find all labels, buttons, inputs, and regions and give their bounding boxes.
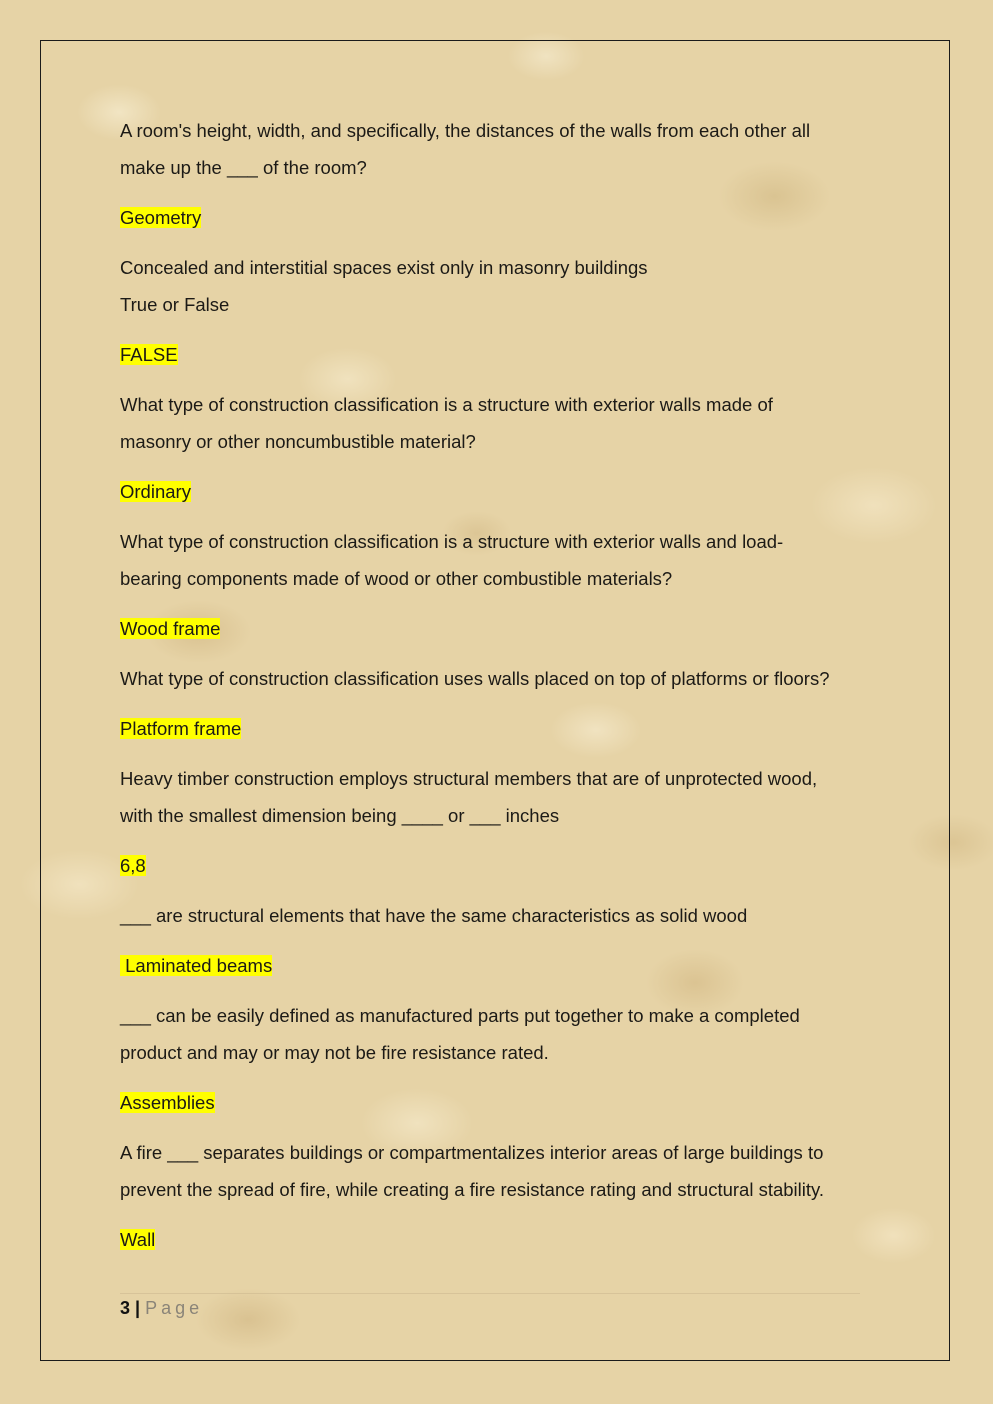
question-line: True or False — [120, 294, 230, 315]
page-number: 3 — [120, 1298, 131, 1318]
answer-highlight — [120, 1084, 880, 1121]
question-text — [120, 897, 880, 934]
answer-highlight — [120, 710, 880, 747]
question-line: make up the ___ of the room? — [120, 157, 367, 178]
answer-text: Wall — [120, 1229, 156, 1250]
answer-text: Platform frame — [120, 718, 242, 739]
answer-highlight — [120, 1221, 880, 1258]
question-text — [120, 249, 880, 323]
qa-item — [120, 249, 880, 373]
question-line: prevent the spread of fire, while creating a fire resistance rating and structural stability. — [120, 1179, 825, 1200]
answer-highlight — [120, 947, 880, 984]
question-text — [120, 997, 880, 1071]
qa-item — [120, 997, 880, 1121]
page-separator: | — [135, 1298, 141, 1318]
answer-highlight — [120, 610, 880, 647]
qa-item — [120, 897, 880, 984]
answer-text: Ordinary — [120, 481, 191, 502]
question-line: A fire ___ separates buildings or compartmentalizes interior areas of large buildings to — [120, 1142, 824, 1163]
question-text — [120, 1134, 880, 1208]
question-line: Concealed and interstitial spaces exist only in masonry buildings — [120, 257, 648, 278]
answer-text: Laminated beams — [120, 955, 273, 976]
question-line: with the smallest dimension being ____ or ___ inches — [120, 805, 560, 826]
answer-text: Assemblies — [120, 1092, 215, 1113]
qa-item — [120, 760, 880, 884]
question-line: masonry or other noncumbustible material? — [120, 431, 476, 452]
question-text — [120, 112, 880, 186]
question-line: bearing components made of wood or other combustible materials? — [120, 568, 673, 589]
question-line: What type of construction classification uses walls placed on top of platforms or floors? — [120, 668, 830, 689]
answer-text: 6,8 — [120, 855, 146, 876]
question-line: ___ can be easily defined as manufactured parts put together to make a completed — [120, 1005, 800, 1026]
answer-highlight — [120, 847, 880, 884]
question-line: What type of construction classification is a structure with exterior walls made of — [120, 394, 773, 415]
page-footer — [120, 1293, 860, 1324]
answer-text: Geometry — [120, 207, 202, 228]
question-line: product and may or may not be fire resistance rated. — [120, 1042, 549, 1063]
qa-item — [120, 660, 880, 747]
question-text — [120, 386, 880, 460]
page-word: Page — [145, 1298, 204, 1318]
answer-text: FALSE — [120, 344, 178, 365]
qa-item — [120, 1134, 880, 1258]
qa-item — [120, 523, 880, 647]
question-line: ___ are structural elements that have the same characteristics as solid wood — [120, 905, 748, 926]
question-line: Heavy timber construction employs structural members that are of unprotected wood, — [120, 768, 818, 789]
answer-text: Wood frame — [120, 618, 221, 639]
question-text — [120, 660, 880, 697]
answer-highlight — [120, 336, 880, 373]
question-line: A room's height, width, and specifically, the distances of the walls from each other all — [120, 120, 811, 141]
answer-highlight — [120, 199, 880, 236]
document-body — [120, 112, 880, 1271]
answer-highlight — [120, 473, 880, 510]
question-text — [120, 760, 880, 834]
qa-item — [120, 112, 880, 236]
qa-item — [120, 386, 880, 510]
question-text — [120, 523, 880, 597]
question-line: What type of construction classification is a structure with exterior walls and load- — [120, 531, 784, 552]
